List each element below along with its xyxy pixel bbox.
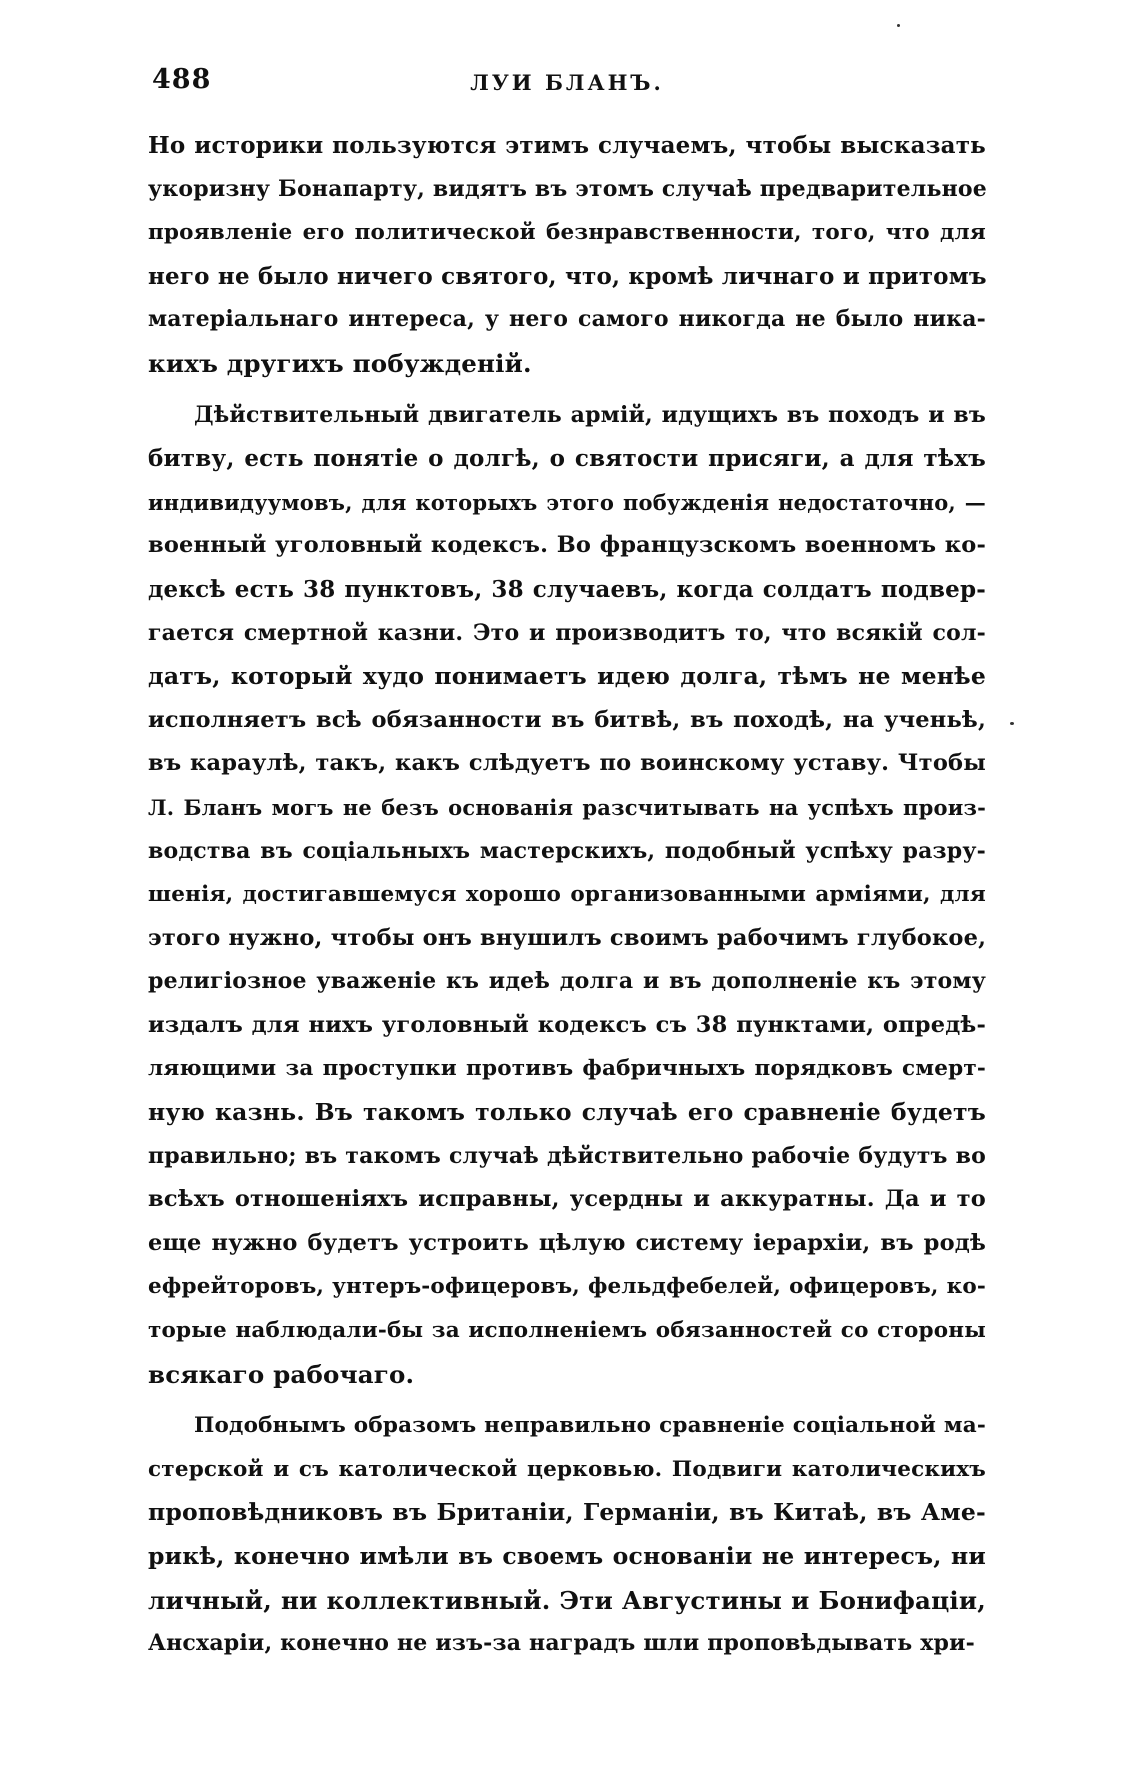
text-line: датъ, который худо понимаетъ идею долга, тѣмъ не менѣе (148, 662, 986, 691)
text-line: правильно; въ такомъ случаѣ дѣйствительно рабочіе будутъ во (148, 1142, 986, 1169)
text-line: всякаго рабочаго. (148, 1359, 415, 1389)
paragraph (148, 124, 986, 386)
text-line: него не было ничего святого, что, кромѣ личнаго и притомъ (148, 262, 987, 290)
text-line: всѣхъ отношеніяхъ исправны, усердны и аккуратны. Да и то (148, 1186, 986, 1213)
page-number: 488 (152, 64, 212, 95)
print-speck (1010, 722, 1014, 725)
text-line: рикѣ, конечно имѣли въ своемъ основаніи не интересъ, ни (148, 1542, 986, 1570)
text-line: этого нужно, чтобы онъ внушилъ своимъ рабочимъ глубокое, (148, 924, 987, 951)
text-line: ефрейторовъ, унтеръ-офицеровъ, фельдфебелей, офицеровъ, ко- (148, 1274, 986, 1300)
text-line: въ караулѣ, такъ, какъ слѣдуетъ по воинскому уставу. Чтобы (148, 750, 986, 777)
text-line: исполняетъ всѣ обязанности въ битвѣ, въ походѣ, на ученьѣ, (148, 706, 986, 733)
text-line: водства въ соціальныхъ мастерскихъ, подобный успѣху разру- (148, 837, 986, 864)
text-line: Л. Бланъ могъ не безъ основанія разсчитывать на успѣхъ произ- (148, 794, 986, 820)
text-line: проповѣдниковъ въ Британіи, Германіи, въ Китаѣ, въ Аме- (148, 1498, 986, 1527)
text-line: ляющими за проступки противъ фабричныхъ порядковъ смерт- (148, 1056, 986, 1082)
text-line: личный, ни коллективный. Эти Августины и Бонифаціи, (148, 1585, 986, 1615)
page-header (152, 64, 982, 104)
print-speck (897, 24, 900, 27)
text-line: еще нужно будетъ устроить цѣлую систему іерархіи, въ родѣ (148, 1229, 986, 1256)
text-line: кихъ другихъ побужденій. (148, 348, 532, 378)
running-title: ЛУИ БЛАНЪ. (470, 70, 664, 95)
paragraph-gap (148, 386, 986, 394)
text-line: религіозное уваженіе къ идеѣ долга и въ дополненіе къ этому (148, 968, 986, 995)
text-line: укоризну Бонапарту, видятъ въ этомъ случаѣ предварительное (148, 175, 987, 202)
text-line: матеріальнаго интереса, у него самого никогда не было никa- (148, 306, 986, 333)
text-line: торые наблюдали-бы за исполненіемъ обязанностей со стороны (148, 1318, 986, 1344)
text-line: битву, есть понятіе о долгѣ, о святости присяги, а для тѣхъ (148, 445, 986, 473)
text-line: Дѣйствительный двигатель армій, идущихъ въ походъ и въ (194, 401, 986, 428)
body-text (148, 124, 986, 1666)
text-line: ную казнь. Въ такомъ только случаѣ его сравненіе будетъ (148, 1098, 986, 1127)
paragraph (148, 394, 986, 1397)
text-line: дексѣ есть 38 пунктовъ, 38 случаевъ, когда солдатъ подвер- (148, 575, 986, 603)
text-line: военный уголовный кодексъ. Во французскомъ военномъ ко- (148, 532, 986, 559)
text-line: проявленіе его политической безнравственности, того, что для (148, 220, 986, 246)
paragraph (148, 1404, 986, 1666)
paragraph-gap (148, 1396, 986, 1404)
text-line: гается смертной казни. Это и производитъ то, что всякій сол- (148, 619, 986, 646)
text-line: стерской и съ католической церковью. Подвиги католическихъ (148, 1456, 986, 1482)
text-line: издалъ для нихъ уголовный кодексъ съ 38 пунктами, опредѣ- (148, 1011, 986, 1038)
text-line: Ансхаріи, конечно не изъ-за наградъ шли проповѣдывать хри- (148, 1630, 975, 1657)
text-line: шенія, достигавшемуся хорошо организованными арміями, для (148, 882, 986, 908)
text-line: Подобнымъ образомъ неправильно сравненіе соціальной ма- (194, 1413, 986, 1439)
text-line: Но историки пользуются этимъ случаемъ, чтобы высказать (148, 132, 986, 159)
text-line: индивидуумовъ, для которыхъ этого побужденія недостаточно, — (148, 489, 986, 515)
